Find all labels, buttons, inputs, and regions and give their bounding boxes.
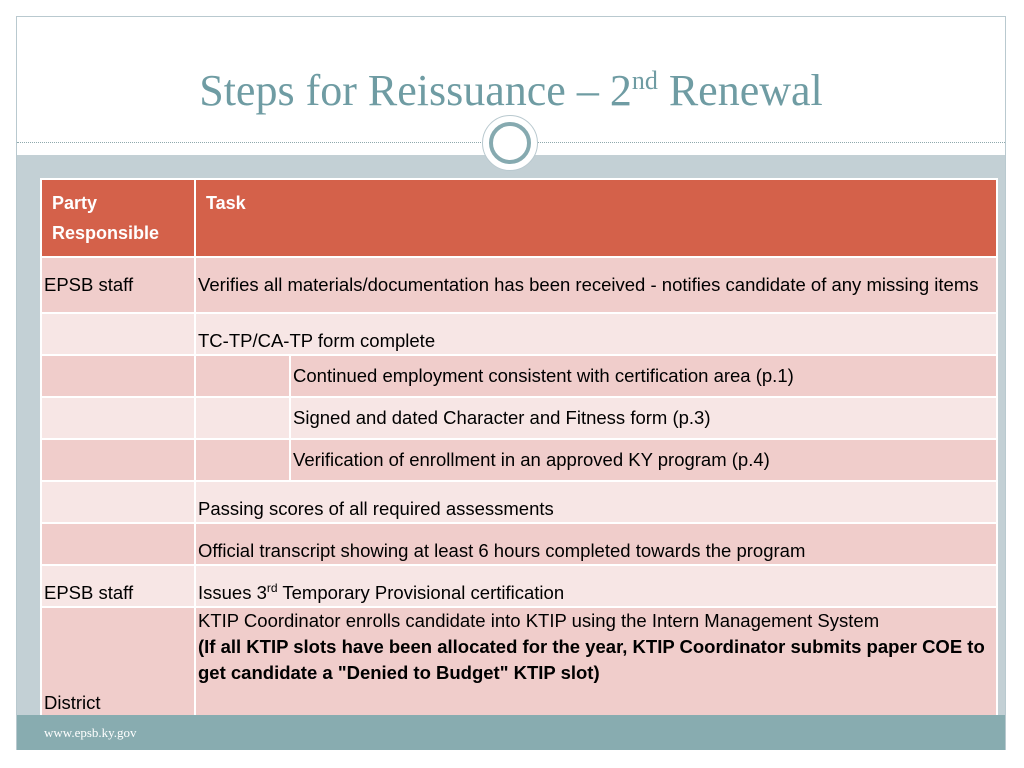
- party-cell: District: [41, 607, 195, 717]
- party-cell: [41, 355, 195, 397]
- table-row: [41, 439, 997, 481]
- table-row: [41, 397, 997, 439]
- party-cell: [41, 313, 195, 355]
- task-cell: Passing scores of all required assessments: [195, 481, 997, 523]
- table-header-row: [41, 179, 997, 257]
- footer-bar: [17, 715, 1005, 750]
- task-cell: Official transcript showing at least 6 hours completed towards the program: [195, 523, 997, 565]
- party-cell: [41, 523, 195, 565]
- party-cell: EPSB staff: [41, 565, 195, 607]
- table-row: [41, 355, 997, 397]
- task-cell: [195, 607, 997, 717]
- table-row: [41, 607, 997, 717]
- steps-table: [40, 178, 998, 718]
- footer-url: www.epsb.ky.gov: [44, 725, 137, 740]
- table-row: [41, 565, 997, 607]
- task-cell: Verification of enrollment in an approved KY program (p.4): [290, 439, 997, 481]
- task-cell: TC-TP/CA-TP form complete: [195, 313, 997, 355]
- indent-cell: [195, 355, 290, 397]
- task-cell: Verifies all materials/documentation has been received - notifies candidate of any missing items: [195, 257, 997, 313]
- ktip-note: (If all KTIP slots have been allocated for the year, KTIP Coordinator submits paper COE to get candidate a "Denied to Budget" KTIP slot): [198, 636, 985, 683]
- task-text: KTIP Coordinator enrolls candidate into KTIP using the Intern Management System: [198, 610, 880, 631]
- party-cell: [41, 397, 195, 439]
- divider-ring-icon: [489, 122, 531, 164]
- table-row: [41, 257, 997, 313]
- indent-cell: [195, 397, 290, 439]
- party-cell: [41, 439, 195, 481]
- indent-cell: [195, 439, 290, 481]
- table-row: [41, 523, 997, 565]
- party-cell: EPSB staff: [41, 257, 195, 313]
- table-row: [41, 313, 997, 355]
- task-cell: Continued employment consistent with certification area (p.1): [290, 355, 997, 397]
- slide-title: Steps for Reissuance – 2nd Renewal: [199, 66, 823, 115]
- header-party-responsible: Party Responsible: [41, 179, 195, 257]
- header-task: Task: [195, 179, 997, 257]
- task-cell: Issues 3rd Temporary Provisional certification: [195, 565, 997, 607]
- task-cell: Signed and dated Character and Fitness form (p.3): [290, 397, 997, 439]
- table-row: [41, 481, 997, 523]
- party-cell: [41, 481, 195, 523]
